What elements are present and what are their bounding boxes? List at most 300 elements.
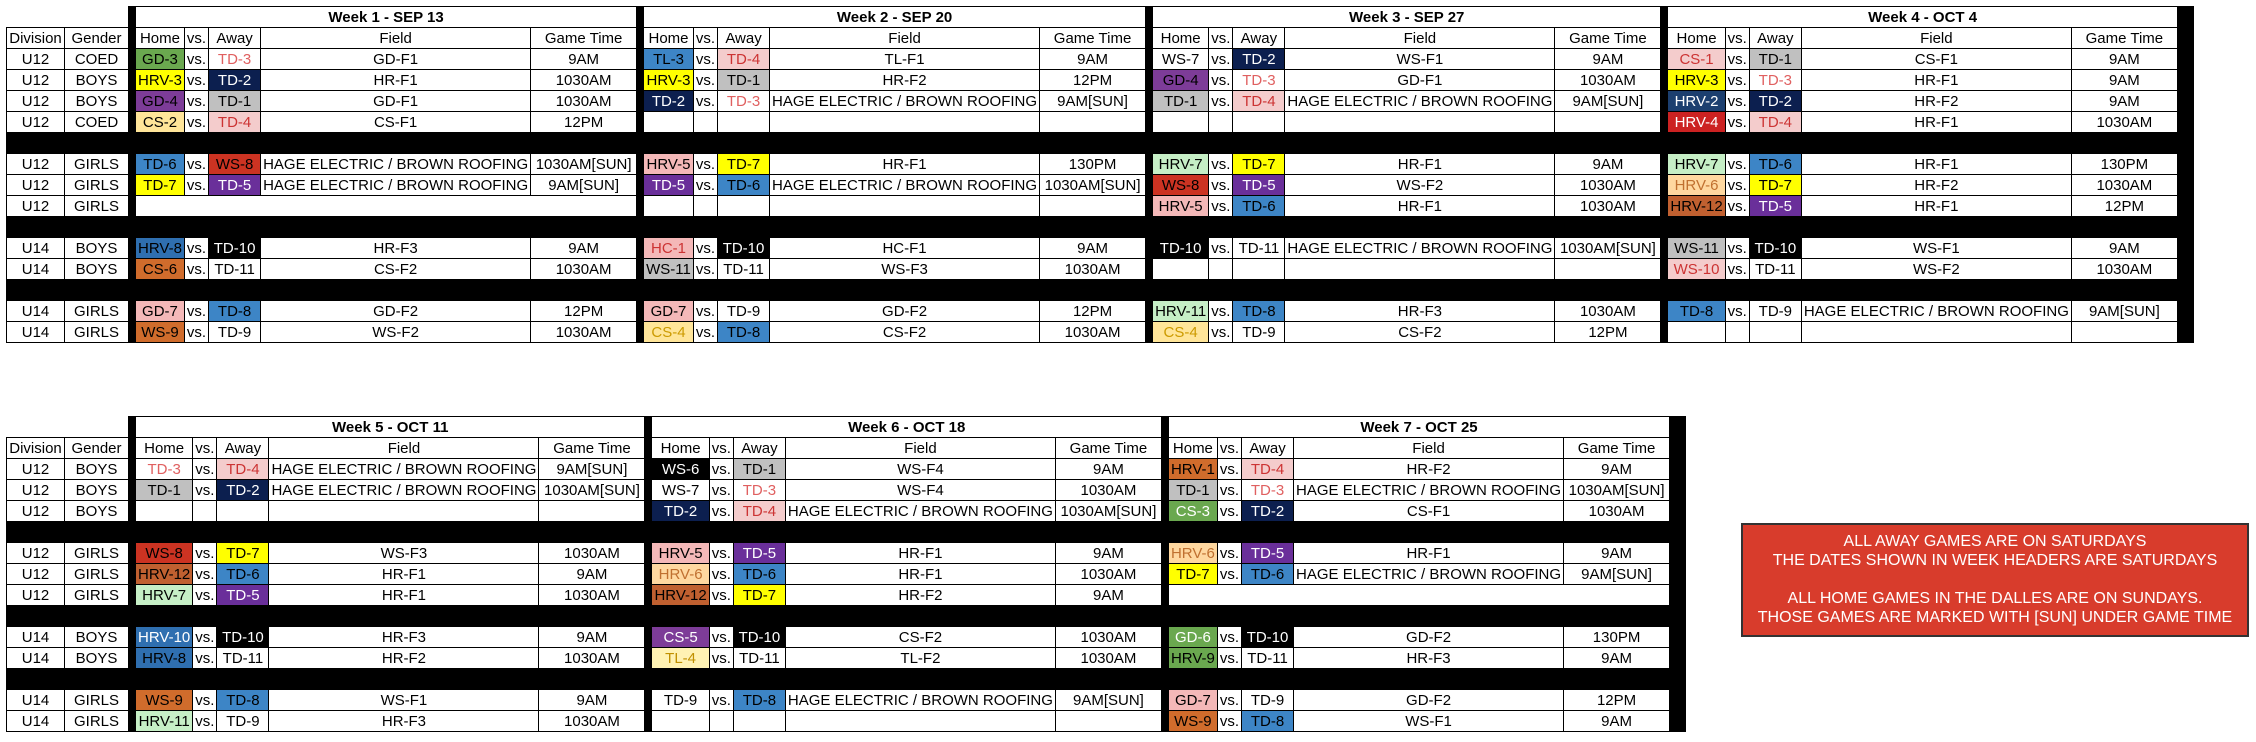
time-header: Game Time xyxy=(539,438,645,459)
away-team: TD-6 xyxy=(733,564,785,585)
game-time: 1030AM xyxy=(539,543,645,564)
away-team: TD-4 xyxy=(209,112,261,133)
away-team: TD-11 xyxy=(217,648,269,669)
away-team: TD-6 xyxy=(217,564,269,585)
table-row xyxy=(7,690,1686,711)
vs-label xyxy=(709,711,733,732)
week-title: Week 3 - SEP 27 xyxy=(1153,7,1661,28)
field-header: Field xyxy=(261,28,531,49)
edge-bar xyxy=(2177,70,2193,91)
edge-bar xyxy=(2177,112,2193,133)
field-cell: HR-F1 xyxy=(785,543,1055,564)
home-team: CS-5 xyxy=(652,627,709,648)
week-title: Week 5 - OCT 11 xyxy=(136,417,645,438)
home-team xyxy=(652,711,709,732)
week-separator xyxy=(129,7,136,28)
field-cell: TL-F1 xyxy=(770,49,1040,70)
week-separator xyxy=(1146,259,1153,280)
week-separator xyxy=(645,543,652,564)
field-cell: WS-F4 xyxy=(785,480,1055,501)
away-team: TD-2 xyxy=(1242,501,1294,522)
vs-label: vs. xyxy=(1725,238,1749,259)
separator-bar xyxy=(7,217,2194,238)
week-separator xyxy=(645,564,652,585)
field-cell: HR-F1 xyxy=(785,564,1055,585)
game-time: 9AM xyxy=(1040,49,1146,70)
home-team: HRV-12 xyxy=(136,564,193,585)
division-cell: U14 xyxy=(7,301,65,322)
vs-label: vs. xyxy=(1725,154,1749,175)
gender-cell: GIRLS xyxy=(65,564,129,585)
vs-label: vs. xyxy=(693,259,717,280)
away-team: TD-6 xyxy=(1242,564,1294,585)
vs-label: vs. xyxy=(1725,196,1749,217)
home-team: TD-6 xyxy=(136,154,185,175)
away-team: TD-8 xyxy=(1242,711,1294,732)
field-cell: HR-F1 xyxy=(1801,112,2071,133)
week-separator xyxy=(129,585,136,606)
gender-cell: BOYS xyxy=(65,70,129,91)
vs-label: vs. xyxy=(193,543,217,564)
week-separator xyxy=(129,301,136,322)
vs-label: vs. xyxy=(184,238,208,259)
vs-label: vs. xyxy=(184,112,208,133)
edge-bar xyxy=(2177,322,2193,343)
game-time: 130PM xyxy=(2071,154,2177,175)
game-time: 1030AM xyxy=(1055,564,1161,585)
edge-bar xyxy=(2177,154,2193,175)
away-team xyxy=(217,501,269,522)
week-separator xyxy=(129,627,136,648)
home-team: CS-1 xyxy=(1668,49,1725,70)
vs-label: vs. xyxy=(184,70,208,91)
vs-label: vs. xyxy=(1725,91,1749,112)
field-cell: HR-F1 xyxy=(1285,196,1555,217)
vs-label: vs. xyxy=(184,154,208,175)
away-team: TD-4 xyxy=(1242,459,1294,480)
home-team: CS-2 xyxy=(136,112,185,133)
home-team: HRV-6 xyxy=(652,564,709,585)
game-time: 1030AM[SUN] xyxy=(1564,480,1670,501)
week-separator xyxy=(129,112,136,133)
vs-header: vs. xyxy=(1217,438,1241,459)
gender-cell: BOYS xyxy=(65,501,129,522)
field-cell: HAGE ELECTRIC / BROWN ROOFING xyxy=(785,501,1055,522)
week-separator xyxy=(1161,480,1168,501)
division-cell: U14 xyxy=(7,322,65,343)
division-cell: U12 xyxy=(7,49,65,70)
week-separator xyxy=(1161,459,1168,480)
home-team: HRV-4 xyxy=(1668,112,1725,133)
home-team: HRV-3 xyxy=(644,70,694,91)
field-cell: HR-F1 xyxy=(1801,70,2071,91)
vs-label: vs. xyxy=(1725,259,1749,280)
gender-header: Gender xyxy=(65,28,129,49)
vs-label: vs. xyxy=(1209,301,1233,322)
home-team: GD-7 xyxy=(136,301,185,322)
division-cell: U12 xyxy=(7,480,65,501)
gender-cell: BOYS xyxy=(65,480,129,501)
note-line: THE DATES SHOWN IN WEEK HEADERS ARE SATURDAYS xyxy=(1772,552,2218,569)
gender-header: Gender xyxy=(65,438,129,459)
week-separator xyxy=(129,196,136,217)
vs-label: vs. xyxy=(693,49,717,70)
vs-label: vs. xyxy=(184,49,208,70)
game-time xyxy=(1555,259,1661,280)
away-team: TD-7 xyxy=(1233,154,1285,175)
field-cell: HAGE ELECTRIC / BROWN ROOFING xyxy=(785,690,1055,711)
separator-bar xyxy=(7,669,1686,690)
week-separator xyxy=(1146,238,1153,259)
game-time: 1030AM xyxy=(539,585,645,606)
vs-label: vs. xyxy=(1209,322,1233,343)
away-team: TD-8 xyxy=(209,301,261,322)
game-time: 12PM xyxy=(531,112,637,133)
game-time: 9AM xyxy=(531,238,637,259)
section-separator xyxy=(7,133,2194,154)
edge-bar xyxy=(1670,417,1686,438)
game-time: 1030AM xyxy=(531,259,637,280)
away-team: TD-4 xyxy=(718,49,770,70)
table-row xyxy=(7,543,1686,564)
home-team: TD-3 xyxy=(136,459,193,480)
edge-bar xyxy=(2177,238,2193,259)
table-row xyxy=(7,196,2194,217)
vs-label: vs. xyxy=(709,459,733,480)
vs-label: vs. xyxy=(1209,91,1233,112)
away-team: TD-10 xyxy=(733,627,785,648)
vs-label: vs. xyxy=(1725,175,1749,196)
separator-bar xyxy=(7,133,2194,154)
field-cell: HAGE ELECTRIC / BROWN ROOFING xyxy=(1801,301,2071,322)
home-team: HRV-7 xyxy=(1153,154,1209,175)
week-separator xyxy=(1661,301,1668,322)
home-team: HRV-5 xyxy=(652,543,709,564)
game-time: 1030AM[SUN] xyxy=(539,480,645,501)
vs-label: vs. xyxy=(1209,196,1233,217)
field-cell: HR-F1 xyxy=(1801,154,2071,175)
home-header: Home xyxy=(652,438,709,459)
edge-bar xyxy=(1670,585,1686,606)
empty-slot xyxy=(136,196,637,217)
field-cell xyxy=(1801,322,2071,343)
field-cell: HAGE ELECTRIC / BROWN ROOFING xyxy=(770,91,1040,112)
vs-label: vs. xyxy=(1209,238,1233,259)
away-team: TD-10 xyxy=(1242,627,1294,648)
home-team: WS-9 xyxy=(136,690,193,711)
week-separator xyxy=(129,459,136,480)
vs-label xyxy=(693,112,717,133)
division-cell: U12 xyxy=(7,564,65,585)
home-team: CS-4 xyxy=(644,322,694,343)
home-team xyxy=(644,112,694,133)
field-cell xyxy=(269,501,539,522)
field-cell: HR-F2 xyxy=(1294,459,1564,480)
vs-label: vs. xyxy=(184,259,208,280)
field-header: Field xyxy=(785,438,1055,459)
away-team: TD-7 xyxy=(217,543,269,564)
field-cell: HAGE ELECTRIC / BROWN ROOFING xyxy=(770,175,1040,196)
vs-label: vs. xyxy=(193,690,217,711)
week-separator xyxy=(1146,91,1153,112)
week-separator xyxy=(645,438,652,459)
gender-cell: GIRLS xyxy=(65,322,129,343)
field-cell: HR-F1 xyxy=(1294,543,1564,564)
vs-label: vs. xyxy=(709,690,733,711)
home-team: HRV-3 xyxy=(1668,70,1725,91)
field-cell: CS-F2 xyxy=(785,627,1055,648)
vs-label: vs. xyxy=(693,175,717,196)
week-separator xyxy=(129,417,136,438)
division-cell: U14 xyxy=(7,711,65,732)
game-time: 1030AM xyxy=(2071,259,2177,280)
vs-label: vs. xyxy=(184,322,208,343)
field-cell: HR-F3 xyxy=(1285,301,1555,322)
field-cell: WS-F3 xyxy=(269,543,539,564)
gender-cell: GIRLS xyxy=(65,175,129,196)
game-time: 9AM xyxy=(1564,711,1670,732)
field-cell: HR-F1 xyxy=(269,585,539,606)
week-separator xyxy=(1161,438,1168,459)
home-team: HRV-7 xyxy=(1668,154,1725,175)
week-separator xyxy=(1146,49,1153,70)
field-cell: WS-F2 xyxy=(1801,259,2071,280)
field-cell: HR-F1 xyxy=(261,70,531,91)
home-team: HRV-1 xyxy=(1168,459,1217,480)
vs-label: vs. xyxy=(709,564,733,585)
vs-header: vs. xyxy=(693,28,717,49)
away-team: TD-4 xyxy=(1749,112,1801,133)
time-header: Game Time xyxy=(1555,28,1661,49)
game-time: 1030AM xyxy=(1040,259,1146,280)
game-time: 9AM xyxy=(2071,91,2177,112)
vs-label: vs. xyxy=(1217,480,1241,501)
away-team xyxy=(1233,112,1285,133)
away-team: TD-1 xyxy=(1749,49,1801,70)
away-team: TD-5 xyxy=(217,585,269,606)
gender-cell: GIRLS xyxy=(65,301,129,322)
field-cell: HAGE ELECTRIC / BROWN ROOFING xyxy=(1285,91,1555,112)
vs-label: vs. xyxy=(709,543,733,564)
vs-label: vs. xyxy=(1217,543,1241,564)
game-time: 1030AM xyxy=(1040,322,1146,343)
field-cell: HAGE ELECTRIC / BROWN ROOFING xyxy=(261,154,531,175)
week-separator xyxy=(637,7,644,28)
table-row xyxy=(7,322,2194,343)
week-separator xyxy=(637,301,644,322)
away-header: Away xyxy=(718,28,770,49)
game-time: 12PM xyxy=(2071,196,2177,217)
away-team: TD-7 xyxy=(1749,175,1801,196)
game-time: 9AM xyxy=(1055,585,1161,606)
week-separator xyxy=(1161,585,1168,606)
vs-label: vs. xyxy=(693,154,717,175)
game-time xyxy=(1555,112,1661,133)
away-team: TD-8 xyxy=(217,690,269,711)
week-separator xyxy=(129,543,136,564)
home-team: WS-8 xyxy=(1153,175,1209,196)
home-team: TD-5 xyxy=(644,175,694,196)
division-cell: U12 xyxy=(7,154,65,175)
field-cell: HR-F1 xyxy=(269,564,539,585)
week-separator xyxy=(637,91,644,112)
home-team: GD-6 xyxy=(1168,627,1217,648)
field-cell: TL-F2 xyxy=(785,648,1055,669)
game-time xyxy=(539,501,645,522)
field-cell: HR-F3 xyxy=(269,627,539,648)
column-header-row xyxy=(7,28,2194,49)
game-time: 1030AM xyxy=(1055,480,1161,501)
away-team: TD-9 xyxy=(718,301,770,322)
away-team: TD-6 xyxy=(1749,154,1801,175)
game-time: 1030AM xyxy=(531,322,637,343)
home-team: HRV-5 xyxy=(1153,196,1209,217)
edge-bar xyxy=(2177,301,2193,322)
field-cell: WS-F4 xyxy=(785,459,1055,480)
game-time xyxy=(1055,711,1161,732)
home-team: HRV-8 xyxy=(136,648,193,669)
table-row xyxy=(7,175,2194,196)
home-team: TD-1 xyxy=(1153,91,1209,112)
game-time: 9AM xyxy=(1555,154,1661,175)
home-team: TD-2 xyxy=(644,91,694,112)
game-time: 1030AM[SUN] xyxy=(531,154,637,175)
away-team: TD-11 xyxy=(733,648,785,669)
home-team: WS-7 xyxy=(1153,49,1209,70)
vs-label: vs. xyxy=(193,585,217,606)
game-time: 12PM xyxy=(1564,690,1670,711)
week-separator xyxy=(1661,175,1668,196)
table-row xyxy=(7,154,2194,175)
vs-label: vs. xyxy=(193,627,217,648)
game-time: 9AM xyxy=(1564,459,1670,480)
division-cell: U12 xyxy=(7,70,65,91)
week-separator xyxy=(1146,7,1153,28)
home-header: Home xyxy=(644,28,694,49)
away-team: TD-9 xyxy=(1242,690,1294,711)
week-separator xyxy=(1661,112,1668,133)
away-team: TD-3 xyxy=(718,91,770,112)
field-cell: HR-F1 xyxy=(1801,196,2071,217)
away-team: TD-2 xyxy=(209,70,261,91)
week-separator xyxy=(645,627,652,648)
division-header: Division xyxy=(7,28,65,49)
table-row xyxy=(7,459,1686,480)
table-row xyxy=(7,301,2194,322)
week-separator xyxy=(129,564,136,585)
away-team: TD-4 xyxy=(1233,91,1285,112)
game-time: 9AM xyxy=(2071,49,2177,70)
home-team xyxy=(1153,259,1209,280)
vs-label: vs. xyxy=(1217,501,1241,522)
table-row xyxy=(7,70,2194,91)
schedule-bottom-block xyxy=(6,416,1686,732)
home-header: Home xyxy=(136,28,185,49)
gender-cell: BOYS xyxy=(65,459,129,480)
home-team: HRV-12 xyxy=(1668,196,1725,217)
division-cell: U14 xyxy=(7,238,65,259)
vs-label: vs. xyxy=(193,459,217,480)
field-cell xyxy=(770,112,1040,133)
edge-bar xyxy=(2177,49,2193,70)
vs-label: vs. xyxy=(1209,70,1233,91)
week-separator xyxy=(129,648,136,669)
game-time: 1030AM xyxy=(1564,501,1670,522)
vs-label: vs. xyxy=(193,564,217,585)
week-separator xyxy=(129,322,136,343)
table-row xyxy=(7,112,2194,133)
vs-label: vs. xyxy=(1217,690,1241,711)
vs-header: vs. xyxy=(1725,28,1749,49)
home-team: TD-1 xyxy=(1168,480,1217,501)
vs-label: vs. xyxy=(184,175,208,196)
field-cell xyxy=(770,196,1040,217)
field-cell: WS-F1 xyxy=(1801,238,2071,259)
away-header: Away xyxy=(1233,28,1285,49)
vs-label: vs. xyxy=(193,480,217,501)
week-title: Week 7 - OCT 25 xyxy=(1168,417,1669,438)
home-team: WS-8 xyxy=(136,543,193,564)
table-row xyxy=(7,585,1686,606)
away-team: TD-11 xyxy=(1242,648,1294,669)
home-team: TL-3 xyxy=(644,49,694,70)
away-team: TD-2 xyxy=(217,480,269,501)
gender-cell: GIRLS xyxy=(65,585,129,606)
week-separator xyxy=(1661,238,1668,259)
field-cell: CS-F2 xyxy=(1285,322,1555,343)
week-title-row xyxy=(7,417,1686,438)
away-header: Away xyxy=(217,438,269,459)
vs-label: vs. xyxy=(693,322,717,343)
week-separator xyxy=(1161,543,1168,564)
table-row xyxy=(7,91,2194,112)
time-header: Game Time xyxy=(1040,28,1146,49)
home-team: TD-7 xyxy=(1168,564,1217,585)
note-line: ALL AWAY GAMES ARE ON SATURDAYS xyxy=(1843,533,2147,550)
vs-label xyxy=(1725,322,1749,343)
edge-bar xyxy=(1670,480,1686,501)
week-separator xyxy=(129,690,136,711)
division-cell: U12 xyxy=(7,501,65,522)
away-team: TD-2 xyxy=(1749,91,1801,112)
field-cell: CS-F2 xyxy=(261,259,531,280)
edge-bar xyxy=(2177,28,2193,49)
away-team xyxy=(718,112,770,133)
home-team: TD-7 xyxy=(136,175,185,196)
vs-label: vs. xyxy=(193,711,217,732)
week-separator xyxy=(637,70,644,91)
field-header: Field xyxy=(269,438,539,459)
field-header: Field xyxy=(1285,28,1555,49)
game-time: 9AM[SUN] xyxy=(1055,690,1161,711)
week-separator xyxy=(1146,70,1153,91)
home-header: Home xyxy=(1668,28,1725,49)
home-header: Home xyxy=(1153,28,1209,49)
field-cell: CS-F2 xyxy=(770,322,1040,343)
game-time: 12PM xyxy=(1040,301,1146,322)
vs-label xyxy=(1209,259,1233,280)
field-cell: HR-F2 xyxy=(770,70,1040,91)
field-cell: WS-F1 xyxy=(1285,49,1555,70)
home-team: CS-6 xyxy=(136,259,185,280)
away-header: Away xyxy=(1749,28,1801,49)
vs-label: vs. xyxy=(1209,175,1233,196)
field-cell: HR-F2 xyxy=(1801,91,2071,112)
field-header: Field xyxy=(1294,438,1564,459)
vs-label: vs. xyxy=(709,585,733,606)
field-cell: HR-F3 xyxy=(261,238,531,259)
vs-label: vs. xyxy=(693,91,717,112)
